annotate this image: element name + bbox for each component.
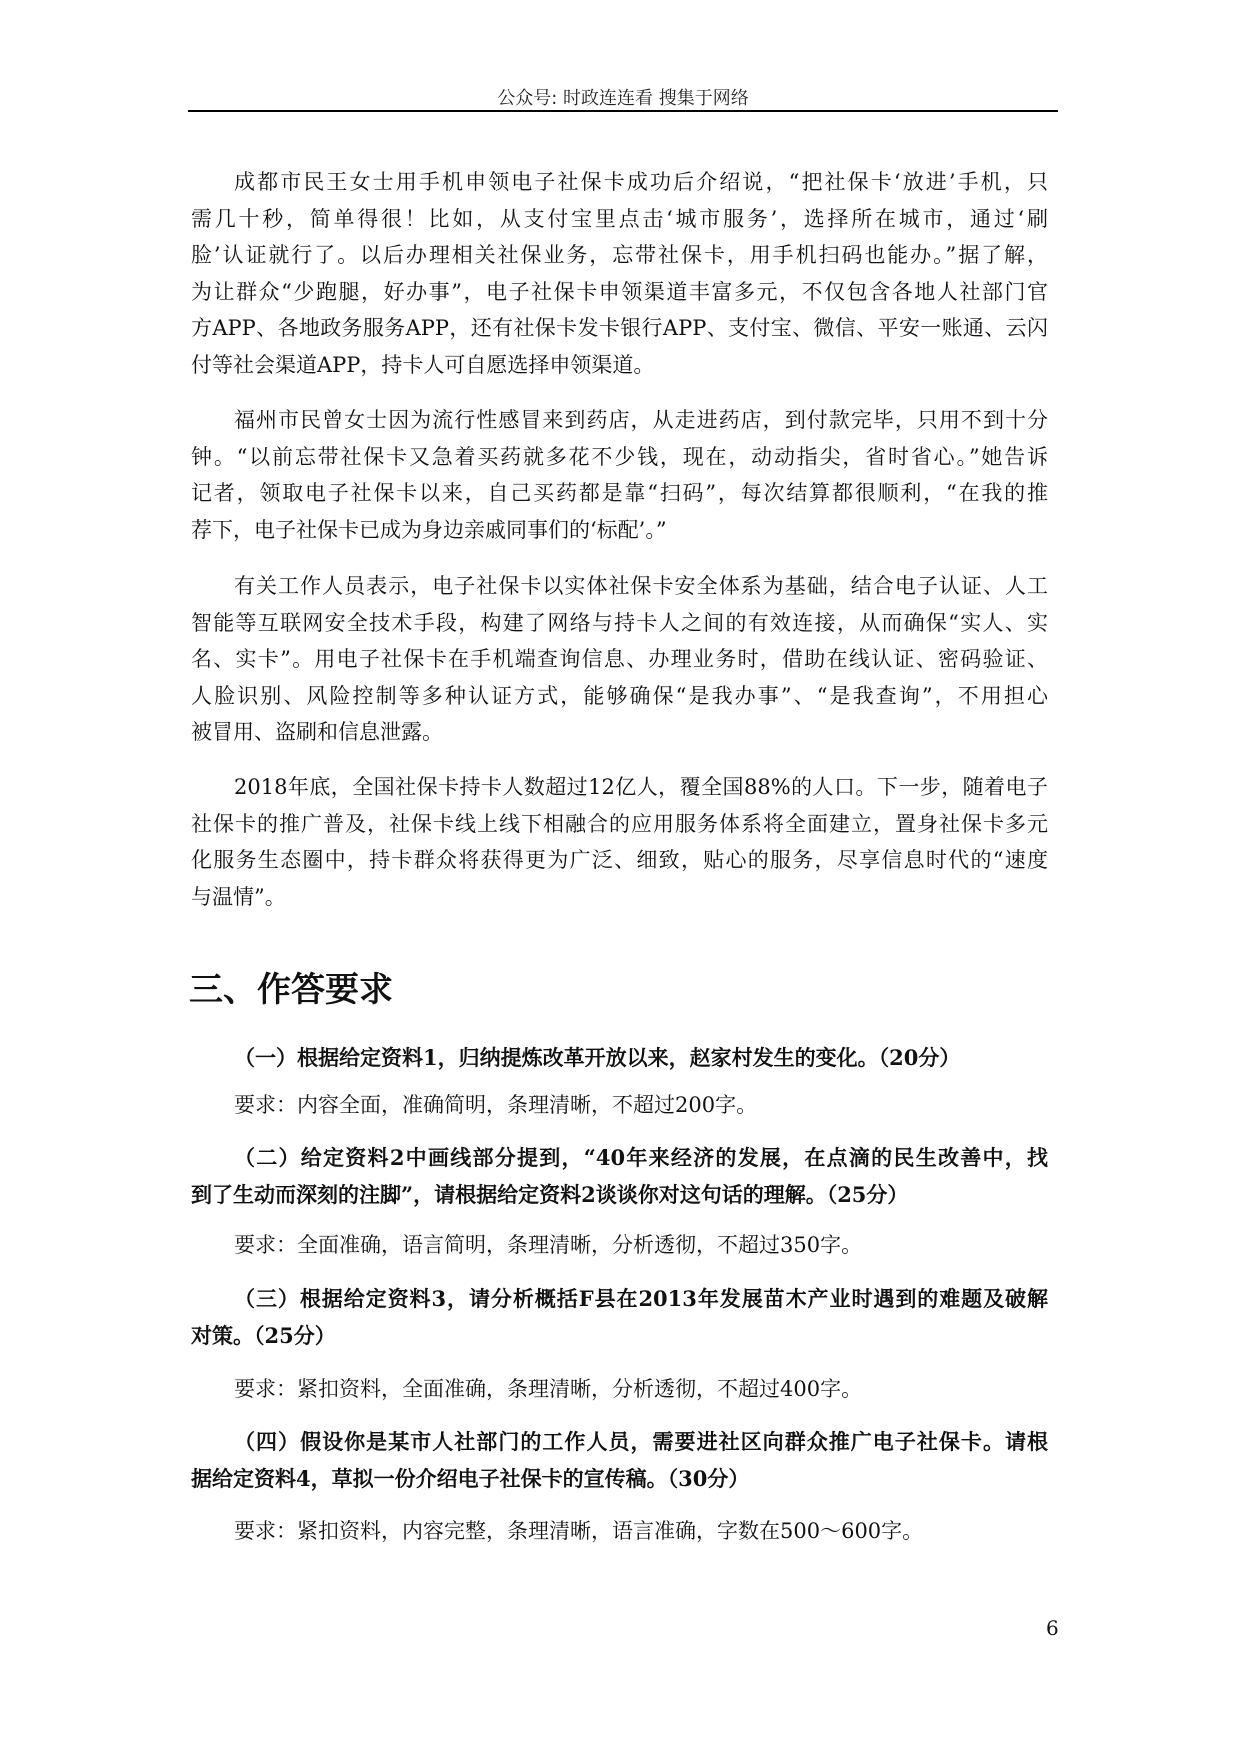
text-line: 社保卡的推广普及，社保卡线上线下相融合的应用服务体系将全面建立，置身社保卡多元 bbox=[191, 811, 1048, 836]
text-line: 化服务生态圈中，持卡群众将获得更为广泛、细致，贴心的服务，尽享信息时代的“速度 bbox=[191, 848, 1048, 872]
text-line: 要求：内容全面，准确简明，条理清晰，不超过200字。 bbox=[234, 1093, 758, 1117]
text-line: 据给定资料4，草拟一份介绍电子社保卡的宣传稿。（30分） bbox=[191, 1465, 750, 1491]
text-line: 钟。“以前忘带社保卡又急着买药就多花不少钱，现在，动动指尖，省时省心。”她告诉 bbox=[191, 444, 1048, 469]
text-line: 2018年底，全国社保卡持卡人数超过12亿人，覆全国88%的人口。下一步，随着电子 bbox=[234, 775, 1048, 799]
text-line: （四）假设你是某市人社部门的工作人员，需要进社区向群众推广电子社保卡。请根 bbox=[234, 1429, 1048, 1454]
text-line: 成都市民王女士用手机申领电子社保卡成功后介绍说，“把社保卡‘放进’手机，只 bbox=[234, 170, 1048, 194]
text-line: 被冒用、盗刷和信息泄露。 bbox=[191, 720, 443, 744]
text-line: 与温情”。 bbox=[191, 884, 286, 909]
text-line: 付等社会渠道APP，持卡人可自愿选择申领渠道。 bbox=[191, 352, 655, 377]
text-line: 记者，领取电子社保卡以来，自己买药都是靠“扫码”，每次结算都很顺利，“在我的推 bbox=[191, 481, 1048, 505]
text-line: 福州市民曾女士因为流行性感冒来到药店，从走进药店，到付款完毕，只用不到十分 bbox=[234, 408, 1048, 432]
text-line: （三）根据给定资料3，请分析概括F县在2013年发展苗木产业时遇到的难题及破解 bbox=[234, 1286, 1048, 1311]
text-line: 名、实卡”。用电子社保卡在手机端查询信息、办理业务时，借助在线认证、密码验证、 bbox=[191, 647, 1048, 671]
text-line: 有关工作人员表示，电子社保卡以实体社保卡安全体系为基础，结合电子认证、人工 bbox=[234, 574, 1048, 598]
header-rule bbox=[188, 110, 1058, 112]
text-line: 智能等互联网安全技术手段，构建了网络与持卡人之间的有效连接，从而确保“实人、实 bbox=[191, 610, 1048, 635]
page-number: 6 bbox=[1046, 1616, 1059, 1640]
text-line: 为让群众“少跑腿，好办事”，电子社保卡申领渠道丰富多元，不仅包含各地人社部门官 bbox=[191, 279, 1048, 304]
text-line: 要求：全面准确，语言简明，条理清晰，分析透彻，不超过350字。 bbox=[234, 1233, 863, 1257]
text-line: （二）给定资料2中画线部分提到，“40年来经济的发展，在点滴的民生改善中，找 bbox=[234, 1145, 1048, 1170]
text-line: 脸’认证就行了。以后办理相关社保业务，忘带社保卡，用手机扫码也能办。”据了解， bbox=[191, 243, 1048, 267]
text-line: 需几十秒，简单得很！比如，从支付宝里点击‘城市服务’，选择所在城市，通过‘刷 bbox=[191, 206, 1048, 231]
page-header: 公众号: 时政连连看 搜集于网络 bbox=[497, 88, 749, 109]
text-line: 要求：紧扣资料，内容完整，条理清晰，语言准确，字数在500～600字。 bbox=[234, 1519, 924, 1543]
section-heading: 三、作答要求 bbox=[189, 970, 393, 1010]
text-line: 荐下，电子社保卡已成为身边亲戚同事们的‘标配’。” bbox=[191, 517, 667, 542]
text-line: 对策。（25分） bbox=[191, 1322, 336, 1348]
text-line: 方APP、各地政务服务APP，还有社保卡发卡银行APP、支付宝、微信、平安一账通、云闪 bbox=[191, 316, 1048, 340]
text-line: 要求：紧扣资料，全面准确，条理清晰，分析透彻，不超过400字。 bbox=[234, 1377, 863, 1401]
text-line: 到了生动而深刻的注脚”，请根据给定资料2谈谈你对这句话的理解。（25分） bbox=[191, 1181, 909, 1207]
text-line: （一）根据给定资料1，归纳提炼改革开放以来，赵家村发生的变化。（20分） bbox=[234, 1045, 961, 1070]
text-line: 人脸识别、风险控制等多种认证方式，能够确保“是我办事”、“是我查询”，不用担心 bbox=[191, 683, 1048, 708]
